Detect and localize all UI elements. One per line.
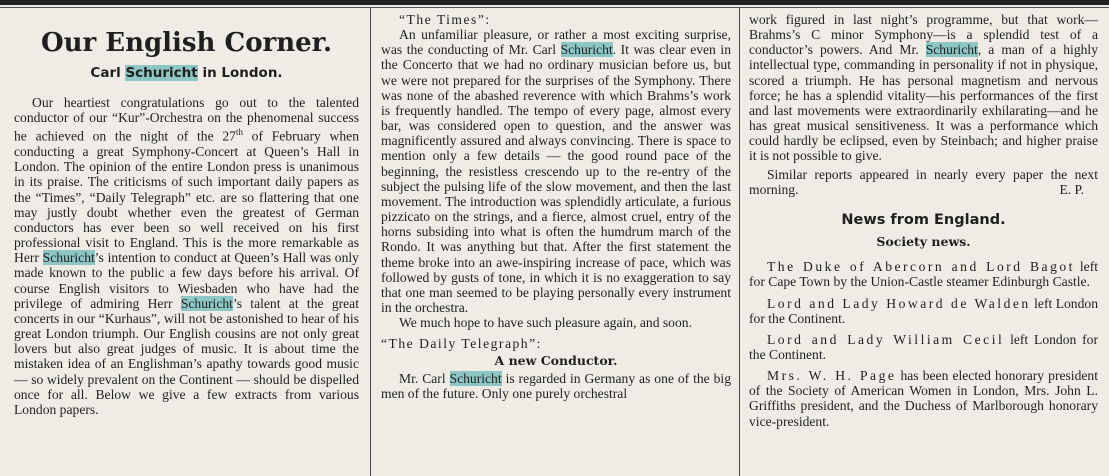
top-rule [0,0,1109,5]
column-1 [14,12,359,417]
body-text: of February when conducting a great Symphony-Concert at Queen’s Hall in London. The opinion of the entire London press is unanimous in its praise. The criticisms of such important daily papers as the “Times”, “Daily Telegraph” etc. are so flattering that one may justly doubt whether even the greatest of German conductors has ever been so well received on his first professional visit to England. This is the more remarkable as Herr [14,129,359,266]
highlighted-term: Schuricht [42,250,95,266]
body-text: work figured in last night’s programme, but that work—Brahms’s C minor Symphony—is a splendid test of a conductor’s powers. And Mr. [749,12,1098,58]
news-item [749,332,1098,362]
telegraph-subheading: A new Conductor. [494,353,618,369]
column-divider-1 [370,8,371,476]
news-section-title: News from England. [841,211,1006,228]
news-item-text: left London for the Continent. [749,295,1098,326]
news-item-text: has been elected honorary president of the Society of American Women in London, Mrs. John L. Griffiths president, and the Duchess of Marlborough honorary vice-president. [749,368,1098,429]
top-rule-thin [0,7,1109,8]
ordinal-suffix: th [235,127,243,138]
subtitle-part: Carl [90,65,126,81]
article-subtitle [14,66,359,81]
highlighted-term: Schuricht [560,42,613,58]
body-text: Mr. Carl [399,370,450,386]
news-item [749,296,1098,326]
telegraph-heading: “The Daily Telegraph”: [381,336,542,352]
news-item [749,259,1098,289]
times-heading: “The Times”: [399,12,491,27]
telegraph-review [381,371,731,401]
highlighted-term: Schuricht [449,370,502,386]
society-news-heading: Society news. [876,234,971,250]
body-text: Our heartiest congratulations go out to the talented conductor of our “Kur”-Orchestra on the phenomenal success he achieved on the night of the 27 [14,95,359,144]
author-signature: E. P. [1059,181,1084,197]
column-3 [749,12,1098,429]
telegraph-review-continued [749,12,1098,164]
news-item-names: Lord and Lady William Cecil [767,331,1005,347]
column-2 [381,12,731,401]
article-body [14,95,359,417]
news-item [749,368,1098,429]
highlighted-term: Schuricht [125,65,198,81]
similar-reports [749,167,1098,197]
times-review [381,27,731,315]
body-text: . It was clear even in the Concerto that we had no ordinary musician before us, but we were not prepared for the surprises of the Symphony. There was none of the abashed reverence with which Brahms’s work is frequently handled. The tempo of every page, almost every bar, was considered open to question, and the answer was magnificently assured and always convincing. There is space to mention only a few details — the good round pace of the beginning, the resistless crescendo up to the re-entry of the subject the pulsing life of the slow movement, and then the last movement. The introduction was splendidly articulate, a furious pizzicato on the strings, and a fierce, almost cruel, entry of the horns subsiding into what is often the humdrum march of the Rondo. It was anything but that. After the first statement the theme broke into an awe-inspiring increase of pace, which was followed by gusts of tone, in which it is no exaggeration to say that one man seemed to be playing personally every instrument in the orchestra. [381,42,731,315]
subtitle-part: in London. [197,65,283,81]
body-text: An unfamiliar pleasure, or rather a most exciting surprise, was the conducting of Mr. Carl [381,27,731,58]
body-text: ’s talent at the great concerts in our “Kurhaus”, will not be astonished to hear of his great London triumph. Our English cousins are not only great lovers but also great judges of music. It is about time the mistaken idea of an Englishman’s apathy towards good music — so widely prevalent on the Continent — should be dispelled once for all. Below we give a few extracts from various London papers. [14,295,359,417]
body-text: Similar reports appeared in nearly every paper the next morning. [749,166,1098,197]
highlighted-term: Schuricht [180,295,233,311]
hope-paragraph: We much hope to have such pleasure again, and soon. [399,315,692,331]
highlighted-term: Schuricht [925,42,978,58]
body-text: is regarded in Germany as one of the big men of the future. Only one purely orchestral [381,370,731,401]
news-item-names: Lord and Lady Howard de Walden [767,295,1031,311]
column-divider-2 [739,8,740,476]
news-item-names: The Duke of Abercorn and Lord Bagot [767,259,1075,275]
body-text: , a man of a highly intellectual type, commanding in personality if not in physique, scored a triumph. He has personal magnetism and nervous force; he has a splendid vitality—his performances of the first and last movements were extraordinarily exhilarating—and he has great musical sensitiveness. It was a performance which could hardly be eclipsed, even by Steinbach; and higher praise it is not possible to give. [749,42,1098,164]
news-item-text: left for Cape Town by the Union-Castle steamer Edinburgh Castle. [749,259,1098,290]
news-item-names: Mrs. W. H. Page [767,368,897,384]
page-title: Our English Corner. [40,28,333,58]
news-item-text: left London for the Continent. [749,331,1098,362]
body-text: ’s intention to conduct at Queen’s Hall was only made known to the public a few days before his arrival. Of course English visitors to Wiesbaden who have had the privilege of admiring Herr [14,250,359,311]
